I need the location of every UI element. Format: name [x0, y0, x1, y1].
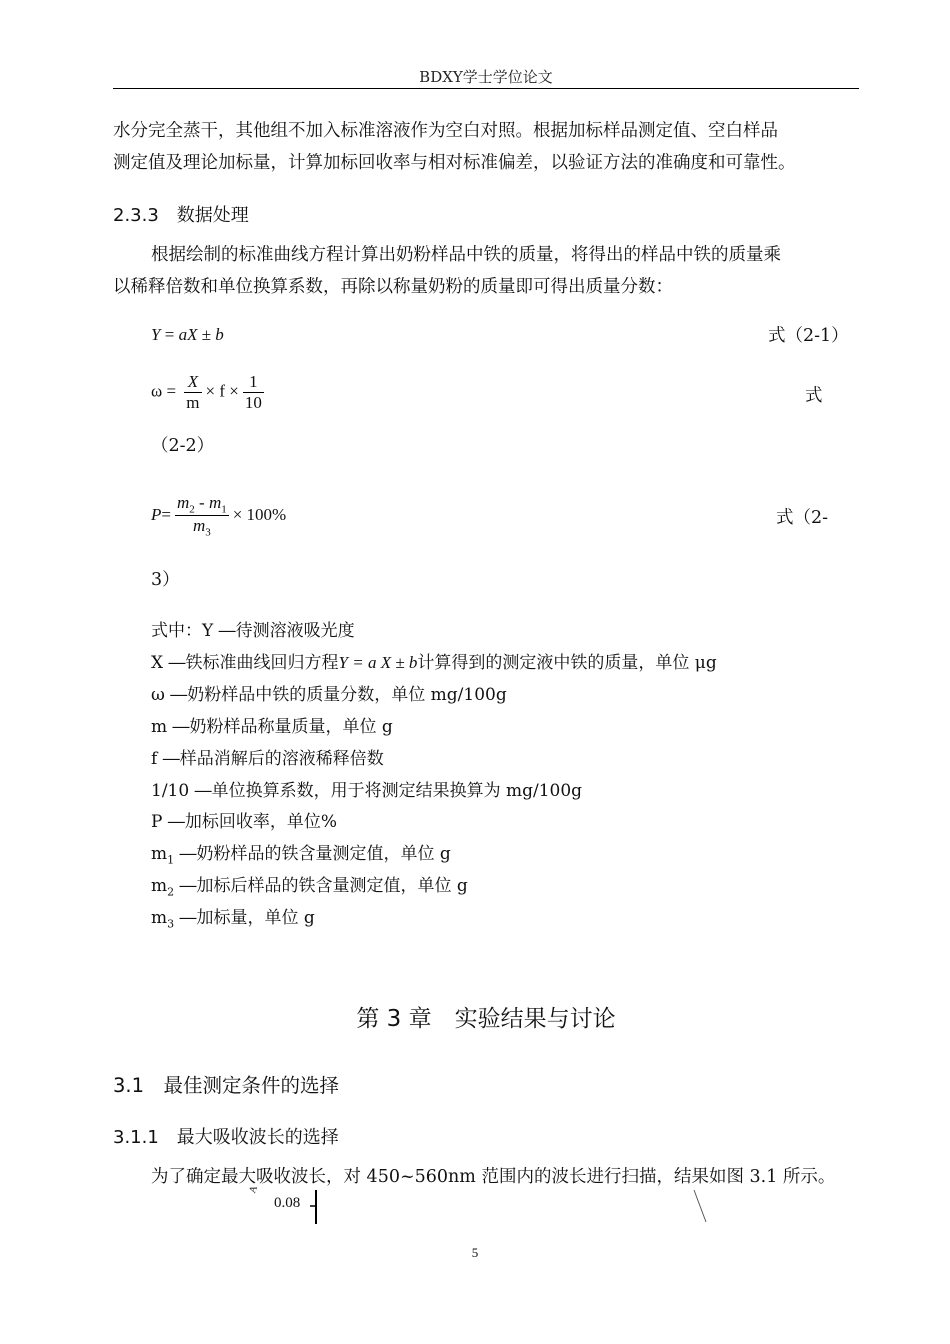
eq-fraction [184, 372, 201, 413]
legend-item-m3 [151, 902, 315, 940]
legend-text: ―加标量，单位 g [174, 908, 315, 928]
eq-plusminus: ± [197, 325, 216, 344]
eq-times-100: × 100% [232, 504, 287, 524]
legend-item-m: m ―奶粉样品称量质量，单位 g [151, 717, 393, 737]
eq-var-m: m [176, 493, 190, 512]
paragraph-line: 为了确定最大吸收波长，对 450~560nm 范围内的波长进行扫描，结果如图 3.1 所示。 [151, 1167, 836, 1187]
equation-label-2-2-cont: （2-2） [151, 436, 215, 456]
equation-2-3 [151, 493, 286, 539]
legend-subscript: 3 [167, 917, 175, 931]
chapter-title: 第 3 章 实验结果与讨论 [356, 1006, 616, 1032]
paragraph-line: 水分完全蒸干，其他组不加入标准溶液作为空白对照。根据加标样品测定值、空白样品 [113, 121, 778, 141]
eq-fraction [243, 372, 264, 413]
legend-text: X ―铁标准曲线回归方程 [151, 653, 339, 673]
legend-text: 计算得到的测定液中铁的质量，单位 μg [417, 653, 717, 673]
eq-numerator: 1 [243, 372, 264, 393]
header-rule [113, 88, 859, 89]
eq-equals: = [162, 381, 181, 401]
eq-equals: = [161, 504, 171, 524]
legend-item-X [151, 647, 717, 679]
legend-text: ―加标后样品的铁含量测定值，单位 g [174, 876, 468, 896]
paragraph-line: 根据绘制的标准曲线方程计算出奶粉样品中铁的质量，将得出的样品中铁的质量乘 [151, 245, 781, 265]
eq-var-omega: ω [151, 381, 163, 401]
legend-text: m [151, 844, 168, 864]
eq-var-Y: Y [151, 325, 161, 344]
eq-subscript: 2 [189, 503, 195, 516]
eq-var-b: b [215, 325, 224, 344]
paragraph-line: 以稀释倍数和单位换算系数，再除以称量奶粉的质量即可得出质量分数： [113, 277, 673, 297]
legend-subscript: 1 [167, 853, 175, 867]
legend-item-omega: ω ―奶粉样品中铁的质量分数，单位 mg/100g [151, 685, 507, 705]
legend-text: m [151, 876, 168, 896]
eq-subscript: 1 [221, 503, 227, 516]
equation-label-2-3: 式（2- [776, 508, 829, 528]
eq-var-m: m [192, 516, 206, 536]
figure-fragment [306, 1188, 726, 1228]
paragraph-line: 测定值及理论加标量，计算加标回收率与相对标准偏差，以验证方法的准确度和可靠性。 [113, 153, 796, 173]
equation-2-1 [151, 325, 224, 345]
section-heading-3-1-1: 3.1.1 最大吸收波长的选择 [113, 1127, 339, 1148]
equation-label-2-2: 式 [805, 386, 823, 406]
eq-var-P: P [151, 504, 162, 524]
equation-2-2 [151, 372, 268, 413]
eq-numerator: X [184, 372, 201, 393]
figure-tick-label: 0.08 [274, 1195, 301, 1211]
equation-label-2-1: 式（2-1） [768, 326, 849, 346]
legend-subscript: 2 [167, 885, 175, 899]
page-number: 5 [471, 1245, 479, 1260]
eq-denominator: 10 [244, 393, 262, 412]
eq-var-X: X [187, 325, 198, 344]
figure-curve-fragment [694, 1190, 706, 1222]
legend-inline-equation: Y = a X ± b [338, 653, 418, 672]
eq-var-m: m [208, 493, 222, 512]
section-heading-3-1: 3.1 最佳测定条件的选择 [113, 1074, 340, 1097]
legend-text: m [151, 908, 168, 928]
eq-fraction [175, 493, 229, 539]
legend-intro: 式中：Y ―待测溶液吸光度 [151, 621, 355, 641]
eq-subscript: 3 [205, 526, 211, 539]
eq-times-f: × f × [205, 381, 239, 401]
legend-item-tenth: 1/10 ―单位换算系数，用于将测定结果换算为 mg/100g [151, 781, 583, 801]
eq-numerator [175, 493, 229, 516]
eq-denominator [175, 516, 229, 538]
legend-text: ―奶粉样品的铁含量测定值，单位 g [174, 844, 451, 864]
eq-denominator: m [186, 393, 200, 412]
figure-axis-letter: A [247, 1184, 261, 1195]
running-header: BDXY学士学位论文 [419, 68, 553, 86]
eq-var-a: a [178, 325, 188, 344]
legend-item-P: P ―加标回收率，单位% [151, 812, 337, 832]
eq-minus: - [194, 493, 209, 512]
equation-label-2-3-cont: 3） [151, 570, 180, 590]
section-heading-2-3-3: 2.3.3 数据处理 [113, 205, 249, 226]
eq-equals: = [160, 325, 179, 344]
legend-item-f: f ―样品消解后的溶液稀释倍数 [151, 749, 384, 769]
